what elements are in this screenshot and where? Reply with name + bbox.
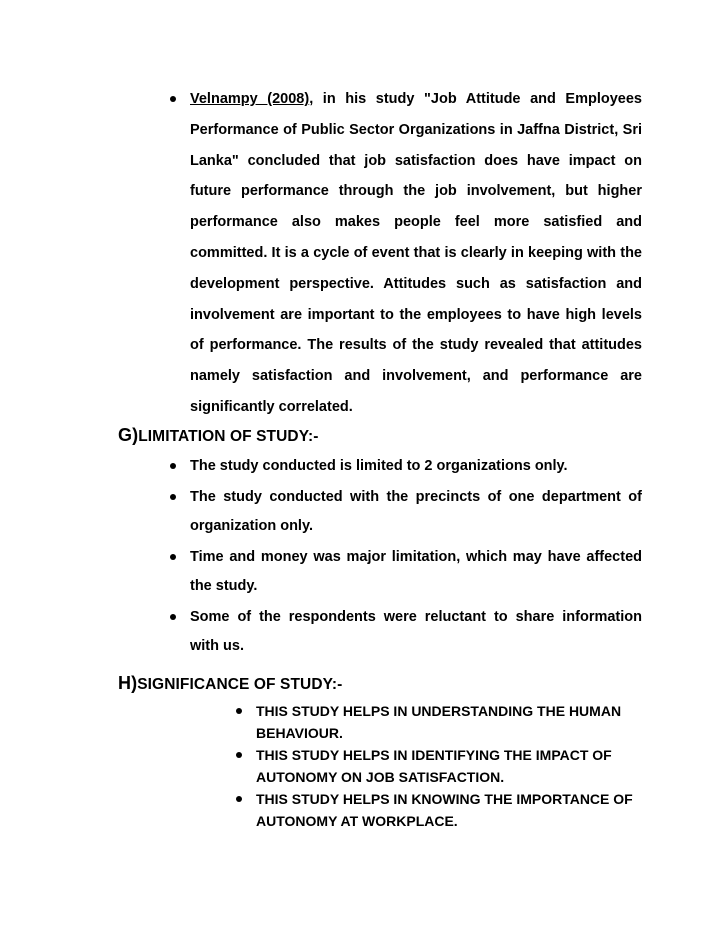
- list-item-text: The study conducted is limited to 2 organizations only.: [190, 458, 568, 474]
- bullet-icon: [236, 708, 242, 714]
- bullet-icon: [170, 96, 176, 102]
- significance-letter: H): [118, 673, 138, 693]
- intro-list: [190, 84, 642, 423]
- bullet-icon: [236, 752, 242, 758]
- significance-list: [256, 700, 656, 832]
- list-item-text: THIS STUDY HELPS IN KNOWING THE IMPORTANCE OF AUTONOMY AT WORKPLACE.: [256, 791, 633, 829]
- list-item-text: THIS STUDY HELPS IN IDENTIFYING THE IMPACT OF AUTONOMY ON JOB SATISFACTION.: [256, 747, 612, 785]
- list-item-text: THIS STUDY HELPS IN UNDERSTANDING THE HUMAN BEHAVIOUR.: [256, 703, 622, 741]
- bullet-icon: [170, 463, 176, 469]
- limitation-heading: [118, 425, 319, 446]
- limitation-list: [190, 452, 642, 663]
- list-item-text: The study conducted with the precincts of one department of organization only.: [190, 489, 642, 534]
- reference-citation: Velnampy (2008): [190, 91, 310, 107]
- list-item: [190, 543, 642, 601]
- list-item: [190, 452, 642, 481]
- bullet-icon: [170, 614, 176, 620]
- list-item: [256, 788, 656, 832]
- list-item: [190, 603, 642, 661]
- list-item: [256, 700, 656, 744]
- significance-heading: [118, 673, 342, 694]
- significance-title: SIGNIFICANCE OF STUDY:-: [137, 676, 343, 693]
- bullet-icon: [236, 796, 242, 802]
- list-item: [256, 744, 656, 788]
- intro-paragraph: [190, 84, 642, 423]
- limitation-letter: G): [118, 425, 139, 445]
- bullet-icon: [170, 494, 176, 500]
- intro-text: , in his study "Job Attitude and Employees Performance of Public Sector Organizations in Jaffna District, Sri Lanka" concluded that job satisfaction does have impact on future performance through the job involvement, but higher performance also makes people feel more satisfied and committed. It is a cycle of event that is clearly in keeping with the development perspective. Attitudes such as satisfaction and involvement are important to the employees to have high levels of performance. The results of the study revealed that attitudes namely satisfaction and involvement, and performance are significantly correlated.: [190, 91, 642, 415]
- list-item-text: Time and money was major limitation, which may have affected the study.: [190, 549, 642, 594]
- limitation-title: LIMITATION OF STUDY:-: [138, 428, 319, 445]
- list-item-text: Some of the respondents were reluctant to share information with us.: [190, 609, 642, 654]
- bullet-icon: [170, 554, 176, 560]
- list-item: [190, 483, 642, 541]
